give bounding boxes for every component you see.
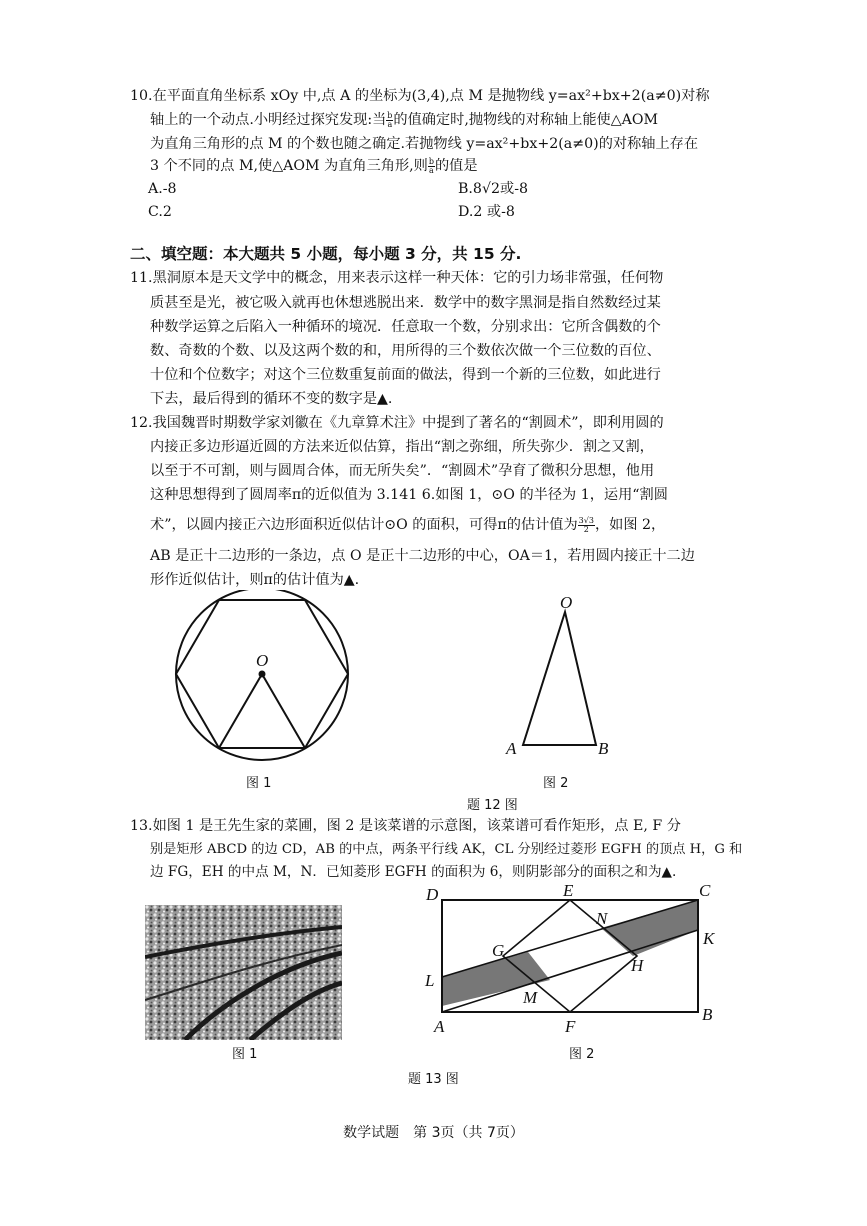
label-o: O: [560, 593, 573, 612]
fig12-caption-2: 图 2: [543, 776, 569, 791]
center-triangle: [219, 674, 305, 748]
q10-option-a: A.-8: [148, 181, 177, 197]
label-g: G: [492, 941, 505, 960]
q10-option-c: C.2: [148, 204, 172, 220]
q12-line-5-text-a: 术”，以圆内接正六边形面积近似估计⊙O 的面积，可得π的估计值为: [150, 517, 578, 533]
fig12-hexagon-figure: [170, 590, 360, 770]
fig13-diagram: [420, 880, 730, 1040]
q11-line-4: 数、奇数的个数、以及这两个数的和，用所得的三个数依次做一个三位数的百位、: [150, 343, 661, 359]
fig12-title: 题 12 图: [467, 798, 518, 813]
q12-line-7: 形作近似估计，则π的估计值为▲.: [150, 572, 360, 588]
label-m: M: [523, 988, 538, 1007]
label-k: K: [703, 929, 715, 948]
q13-line-1: 13.如图 1 是王先生家的菜圃，图 2 是该菜谱的示意图，该菜谱可看作矩形，点 E, F 分: [130, 818, 681, 834]
q11-line-1: 11.黑洞原本是天文学中的概念，用来表示这样一种天体：它的引力场非常强，任何物: [130, 270, 664, 286]
q10-option-d: D.2 或-8: [458, 204, 515, 220]
section-2-heading: 二、填空题：本大题共 5 小题，每小题 3 分，共 15 分.: [130, 245, 522, 263]
q12-line-1: 12.我国魏晋时期数学家刘徽在《九章算术注》中提到了著名的“割圆术”，即利用圆的: [130, 415, 664, 431]
q12-line-4: 这种思想得到了圆周率π的近似值为 3.141 6.如图 1，⊙O 的半径为 1，运用“割圆: [150, 487, 668, 503]
label-f: F: [565, 1017, 576, 1036]
q10-option-b: B.8√2或-8: [458, 181, 529, 197]
center-point: [259, 671, 266, 678]
q10-line-2-text-a: 轴上的一个动点.小明经过探究发现:当: [150, 112, 387, 128]
q11-line-6: 下去，最后得到的循环不变的数字是▲.: [150, 391, 393, 407]
q10-line-4-text-a: 3 个不同的点 M,使△AOM 为直角三角形,则: [150, 158, 428, 174]
fig13-title: 题 13 图: [408, 1072, 459, 1087]
page-footer: 数学试题 第 3页（共 7页）: [343, 1125, 524, 1141]
frac-num: b: [428, 156, 434, 166]
fig13-caption-1: 图 1: [232, 1047, 258, 1062]
q12-fraction-3root3-over-2: [578, 517, 595, 534]
q10-line-4-text-b: 的值是: [434, 158, 478, 174]
label-b: B: [702, 1005, 713, 1024]
fig12-triangle-figure: [500, 590, 620, 765]
fig13-caption-2: 图 2: [569, 1047, 595, 1062]
frac-den: a: [387, 119, 393, 129]
label-d: D: [426, 885, 439, 904]
label-a: A: [506, 739, 517, 758]
fig12-caption-1: 图 1: [246, 776, 272, 791]
label-o: O: [256, 651, 269, 670]
q13-line-2: 别是矩形 ABCD 的边 CD，AB 的中点，两条平行线 AK，CL 分别经过菱形 EGFH 的顶点 H，G 和: [150, 842, 743, 857]
label-b: B: [598, 739, 609, 758]
q13-line-3: 边 FG，EH 的中点 M，N．已知菱形 EGFH 的面积为 6，则阴影部分的面积之和为▲.: [150, 864, 677, 880]
label-n: N: [596, 909, 608, 928]
frac-num: 3√3: [578, 515, 594, 525]
frac-den: 2: [583, 524, 589, 534]
q11-line-2: 质甚至是光，被它吸入就再也休想逃脱出来．数学中的数字黑洞是指自然数经过某: [150, 295, 661, 311]
label-e: E: [563, 881, 574, 900]
q12-line-6: AB 是正十二边形的一条边，点 O 是正十二边形的中心，OA＝1，若用圆内接正十二边: [150, 548, 695, 564]
q12-line-5: [150, 515, 665, 535]
photo-background: [145, 905, 342, 1040]
label-l: L: [425, 971, 435, 990]
shaded-region-right: [601, 900, 698, 956]
q10-line-2: [150, 110, 658, 130]
q10-line-4: [150, 156, 478, 176]
q11-line-5: 十位和个位数字；对这个三位数重复前面的做法，得到一个新的三位数，如此进行: [150, 367, 661, 383]
q10-line-2-text-b: 的值确定时,抛物线的对称轴上能使△AOM: [393, 112, 659, 128]
q12-line-3: 以至于不可割，则与圆周合体，而无所失矣”．“割圆术”孕育了微积分思想，他用: [150, 463, 655, 479]
label-c: C: [699, 881, 711, 900]
q10-fraction-b-over-a-2: [428, 158, 435, 175]
q12-line-2: 内接正多边形逼近圆的方法来近似估算，指出“割之弥细，所失弥少．割之又割，: [150, 439, 654, 455]
label-h: H: [631, 956, 644, 975]
q10-line-3: 为直角三角形的点 M 的个数也随之确定.若抛物线 y=ax²+bx+2(a≠0)的对称轴上存在: [150, 136, 699, 152]
label-a: A: [434, 1017, 445, 1036]
triangle-oab: [523, 612, 596, 745]
q12-line-5-text-b: ，如图 2，: [594, 517, 666, 533]
q11-line-3: 种数学运算之后陷入一种循环的境况．任意取一个数，分别求出：它所含偶数的个: [150, 319, 661, 335]
q10-line-1: 10.在平面直角坐标系 xOy 中,点 A 的坐标为(3,4),点 M 是抛物线 y=ax²+bx+2(a≠0)对称: [130, 88, 710, 104]
fig13-garden-photo: [145, 905, 342, 1040]
frac-num: b: [387, 110, 393, 120]
frac-den: a: [429, 165, 434, 175]
